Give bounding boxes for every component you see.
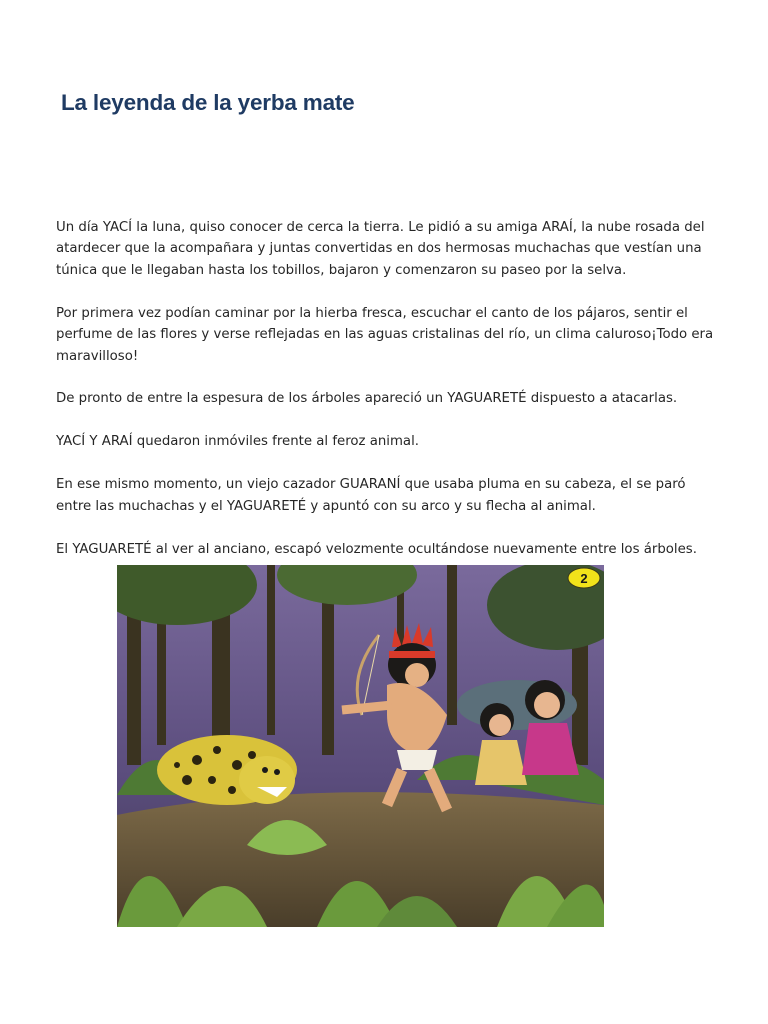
paragraph-6: El YAGUARETÉ al ver al anciano, escapó velozmente ocultándose nuevamente entre los árboles. xyxy=(56,541,697,557)
jaguar xyxy=(157,735,297,805)
paragraph-3: De pronto de entre la espesura de los árboles apareció un YAGUARETÉ dispuesto a atacarlas. xyxy=(56,391,678,407)
illustration-scene xyxy=(117,565,604,927)
page-number-badge xyxy=(568,568,600,588)
paragraph-4: YACÍ Y ARAÍ quedaron inmóviles frente al feroz animal. xyxy=(56,434,420,450)
paragraph-5: En ese mismo momento, un viejo cazador GUARANÍ que usaba pluma en su cabeza, el se paró entre las muchachas y el YAGUARETÉ y apuntó con su arco y su flecha al animal. xyxy=(56,477,686,514)
page-number: 2 xyxy=(580,571,588,586)
paragraph-1: Un día YACÍ la luna, quiso conocer de cerca la tierra. Le pidió a su amiga ARAÍ, la nube rosada del atardecer que la acompañara y juntas convertidas en dos hermosas muchachas que vestían una túnica que le llegaban hasta los tobillos, bajaron y comenzaron su paseo por la selva. xyxy=(56,220,705,278)
paragraph-2: Por primera vez podían caminar por la hierba fresca, escuchar el canto de los pájaros, sentir el perfume de las flores y verse reflejadas en las aguas cristalinas del río, un clima caluroso¡Todo era maravilloso! xyxy=(56,305,714,364)
jungle-illustration xyxy=(117,565,604,927)
story-text xyxy=(56,217,722,581)
page-title: La leyenda de la yerba mate xyxy=(61,90,355,115)
